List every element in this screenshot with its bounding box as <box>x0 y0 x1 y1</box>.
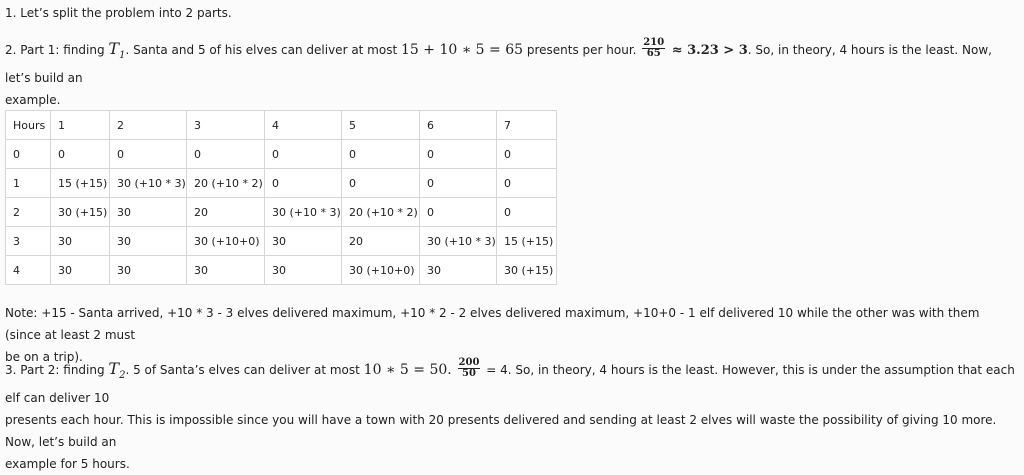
table-cell: 30 <box>187 256 265 285</box>
table-cell: 0 <box>342 169 420 198</box>
note-line-1: Note: +15 - Santa arrived, +10 * 3 - 3 elves delivered maximum, +10 * 2 - 2 elves delivered maximum, +10+0 - 1 elf delivered 10 while the other was with them (since at least 2 must <box>5 306 980 342</box>
table-cell: 15 (+15) <box>51 169 110 198</box>
table-cell: 30 <box>110 227 187 256</box>
note-line-2: be on a trip). <box>5 350 83 364</box>
t2-letter: T <box>108 359 120 378</box>
part2-text-b: . 5 of Santa’s elves can deliver at most <box>125 363 364 377</box>
table-cell: 30 <box>51 256 110 285</box>
part2-line-3: example for 5 hours. <box>5 457 130 472</box>
table-cell: 30 (+10+0) <box>187 227 265 256</box>
table-cell: 3 <box>6 227 51 256</box>
table-cell: 0 <box>110 140 187 169</box>
part1-text-c: presents per hour. <box>523 43 641 57</box>
table-cell: 0 <box>265 169 342 198</box>
intro-text: 1. Let’s split the problem into 2 parts. <box>5 6 232 20</box>
table-cell: Hours <box>6 111 51 140</box>
table-cell: 0 <box>6 140 51 169</box>
part2-paragraph <box>5 358 1017 475</box>
part2-text-a: 3. Part 2: finding <box>5 363 109 377</box>
part1-fraction-denominator: 65 <box>646 48 661 59</box>
table-cell: 0 <box>497 198 557 227</box>
t1-symbol <box>108 39 126 62</box>
t2-subscript: 2 <box>119 370 126 382</box>
part1-paragraph <box>5 38 1017 111</box>
part2-math-product: 10 ∗ 5 = 50. <box>363 362 452 378</box>
table-cell: 30 <box>265 256 342 285</box>
part1-fraction-numerator: 210 <box>643 37 665 48</box>
table-cell: 0 <box>51 140 110 169</box>
table-cell: 30 (+15) <box>51 198 110 227</box>
table-cell: 0 <box>420 198 497 227</box>
table-cell: 6 <box>420 111 497 140</box>
part1-math-sum: 15 + 10 ∗ 5 = 65 <box>401 42 524 58</box>
table-cell: 4 <box>265 111 342 140</box>
table-cell: 30 (+10 * 3) <box>110 169 187 198</box>
delivery-table-body <box>6 111 557 285</box>
intro-paragraph <box>5 2 1017 24</box>
table-row <box>6 140 557 169</box>
table-cell: 30 <box>420 256 497 285</box>
table-row <box>6 169 557 198</box>
part1-math-approx: ≈ 3.23 > 3 <box>667 43 748 58</box>
table-cell: 0 <box>187 140 265 169</box>
table-cell: 5 <box>342 111 420 140</box>
table-cell: 30 <box>110 256 187 285</box>
table-cell: 0 <box>342 140 420 169</box>
table-cell: 30 <box>110 198 187 227</box>
part1-text-a: 2. Part 1: finding <box>5 43 109 57</box>
table-cell: 30 (+10+0) <box>342 256 420 285</box>
table-cell: 20 <box>187 198 265 227</box>
table-row <box>6 227 557 256</box>
table-cell: 20 <box>342 227 420 256</box>
table-cell: 30 <box>265 227 342 256</box>
part2-line-2: presents each hour. This is impossible since you will have a town with 20 presents delivered and sending at least 2 elves will waste the possibility of giving 10 more. Now, let’s build an <box>5 413 997 450</box>
part2-text-c: = 4. So, in theory, 4 hours is the least. However, this is under the assumption that each elf can deliver 10 <box>5 363 1015 406</box>
table-cell: 4 <box>6 256 51 285</box>
table-cell: 0 <box>497 140 557 169</box>
t1-subscript: 1 <box>119 50 126 62</box>
table-cell: 0 <box>420 140 497 169</box>
delivery-table <box>5 110 557 285</box>
table-header-row <box>6 111 557 140</box>
table-cell: 2 <box>110 111 187 140</box>
table-row <box>6 198 557 227</box>
table-cell: 2 <box>6 198 51 227</box>
part1-text-e: example. <box>5 93 61 108</box>
t2-symbol <box>108 359 126 382</box>
part1-text-d: . So, in theory, 4 hours is the least. Now, let’s build an <box>5 43 992 86</box>
part1-text-b: . Santa and 5 of his elves can deliver at most <box>125 43 401 57</box>
table-cell: 20 (+10 * 2) <box>187 169 265 198</box>
part2-fraction-denominator: 50 <box>462 368 476 379</box>
table-cell: 7 <box>497 111 557 140</box>
part2-fraction <box>458 358 481 379</box>
table-row <box>6 256 557 285</box>
table-cell: 0 <box>497 169 557 198</box>
table-cell: 30 (+10 * 3) <box>420 227 497 256</box>
table-cell: 1 <box>6 169 51 198</box>
table-cell: 30 <box>51 227 110 256</box>
table-cell: 15 (+15) <box>497 227 557 256</box>
table-cell: 0 <box>420 169 497 198</box>
table-cell: 0 <box>265 140 342 169</box>
table-cell: 3 <box>187 111 265 140</box>
table-cell: 20 (+10 * 2) <box>342 198 420 227</box>
table-cell: 30 (+10 * 3) <box>265 198 342 227</box>
t1-letter: T <box>108 39 120 58</box>
part1-fraction <box>642 38 665 59</box>
table-cell: 30 (+15) <box>497 256 557 285</box>
table-cell: 1 <box>51 111 110 140</box>
part2-fraction-numerator: 200 <box>458 357 480 368</box>
